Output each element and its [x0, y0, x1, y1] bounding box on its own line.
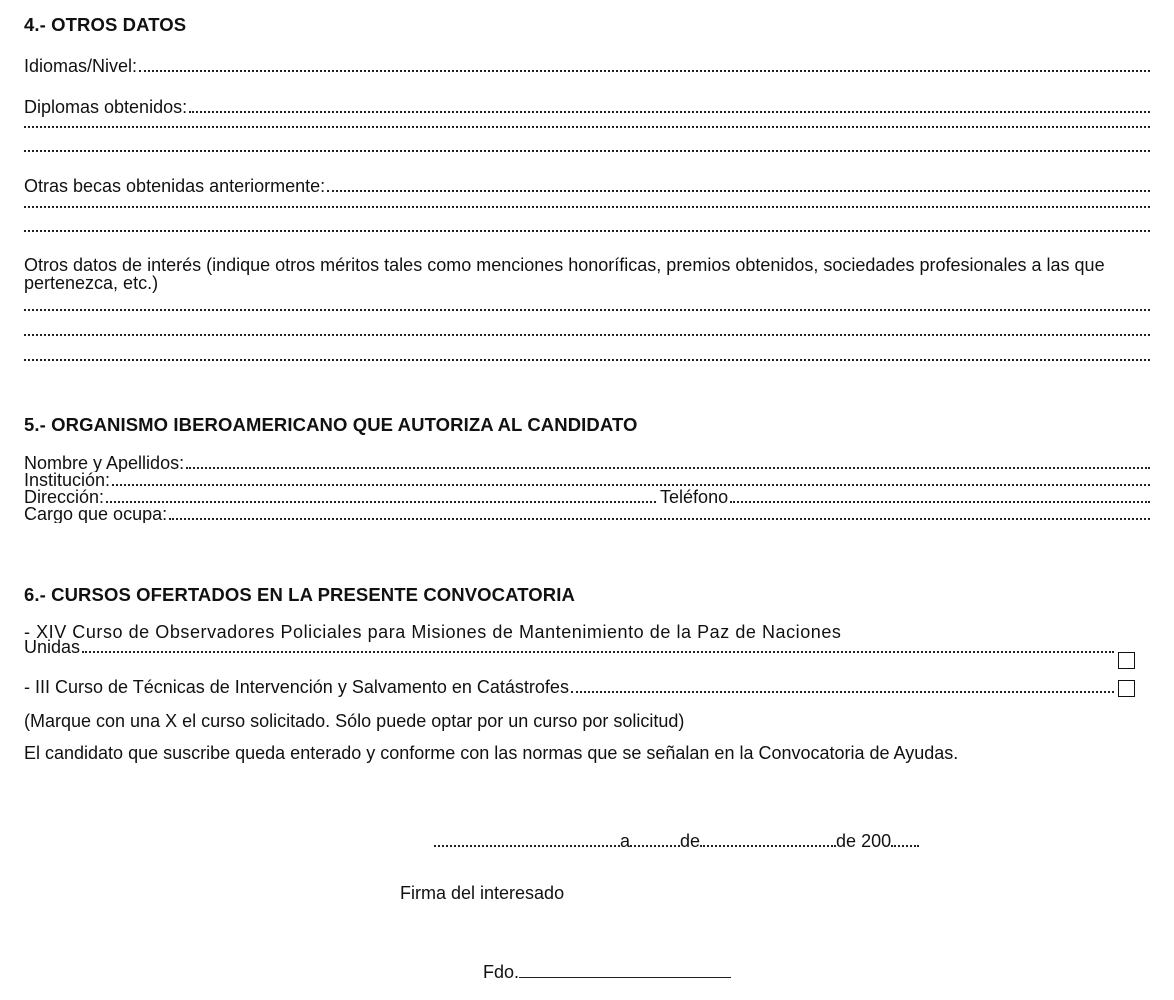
fdo-underline[interactable] [519, 960, 731, 978]
institucion-dotted-line[interactable] [112, 469, 1150, 486]
course-2-checkbox[interactable] [1118, 680, 1135, 697]
fdo-label: Fdo. [483, 962, 520, 982]
becas-extra-line-2[interactable] [24, 228, 1150, 232]
day-dotted[interactable] [630, 831, 680, 847]
telefono-label: Teléfono [660, 487, 729, 506]
telefono-dotted-line[interactable] [730, 486, 1150, 503]
diplomas-field[interactable] [24, 96, 1150, 118]
course-2-label: - III Curso de Técnicas de Intervención y Salvamento en Catástrofes [24, 677, 569, 697]
diplomas-extra-line-1[interactable] [24, 124, 1150, 128]
course-2-dotted-line [571, 676, 1114, 693]
becas-field[interactable] [24, 175, 1150, 197]
selection-instruction: (Marque con una X el curso solicitado. Sólo puede optar por un curso por solicitud) [24, 711, 685, 731]
section-5-heading: 5.- ORGANISMO IBEROAMERICANO QUE AUTORIZA AL CANDIDATO [24, 414, 638, 435]
becas-dotted-line[interactable] [327, 175, 1150, 192]
course-1-checkbox[interactable] [1118, 652, 1135, 669]
idiomas-dotted-line[interactable] [139, 55, 1150, 72]
cargo-label: Cargo que ocupa: [24, 504, 168, 523]
otros-datos-text: Otros datos de interés (indique otros méritos tales como menciones honoríficas, premios obtenidos, sociedades profesionales a las que pertenezca, etc.) [24, 255, 1105, 293]
agreement-text: El candidato que suscribe queda enterado y conforme con las normas que se señalan en la Convocatoria de Ayudas. [24, 743, 959, 763]
institucion-label: Institución: [24, 470, 111, 489]
becas-label: Otras becas obtenidas anteriormente: [24, 176, 326, 196]
firma-label: Firma del interesado [400, 883, 565, 903]
fdo-line[interactable] [483, 960, 731, 983]
direccion-dotted-line[interactable] [106, 486, 656, 503]
otros-datos-line-3[interactable] [24, 357, 1150, 361]
section-4-heading: 4.- OTROS DATOS [24, 14, 187, 35]
otros-datos-line-2[interactable] [24, 332, 1150, 336]
cargo-dotted-line[interactable] [169, 503, 1150, 520]
a-label: a [620, 831, 631, 851]
course-2-line [24, 676, 1114, 698]
de-label: de [680, 831, 701, 851]
course-1-line-1: - XIV Curso de Observadores Policiales para Misiones de Mantenimiento de la Paz de Naciones [24, 622, 842, 642]
becas-extra-line-1[interactable] [24, 204, 1150, 208]
direccion-label: Dirección: [24, 487, 105, 506]
place-dotted[interactable] [434, 831, 620, 847]
otros-datos-line-1[interactable] [24, 307, 1150, 311]
diplomas-label: Diplomas obtenidos: [24, 97, 188, 117]
nombre-dotted-line[interactable] [186, 452, 1150, 469]
month-dotted[interactable] [700, 831, 836, 847]
idiomas-label: Idiomas/Nivel: [24, 56, 138, 76]
diplomas-extra-line-2[interactable] [24, 148, 1150, 152]
course-1-dotted-line [82, 636, 1114, 653]
diplomas-dotted-line[interactable] [189, 96, 1150, 113]
course-1-line-2-label: Unidas [24, 637, 81, 657]
idiomas-field[interactable] [24, 55, 1150, 77]
nombre-label: Nombre y Apellidos: [24, 453, 185, 472]
cargo-field[interactable] [24, 503, 1150, 523]
year-dotted[interactable] [891, 831, 919, 847]
place-date-line[interactable] [434, 831, 919, 852]
year-prefix-label: de 200 [836, 831, 892, 851]
course-1-line-2 [24, 636, 1114, 658]
section-6-heading: 6.- CURSOS OFERTADOS EN LA PRESENTE CONVOCATORIA [24, 584, 575, 605]
